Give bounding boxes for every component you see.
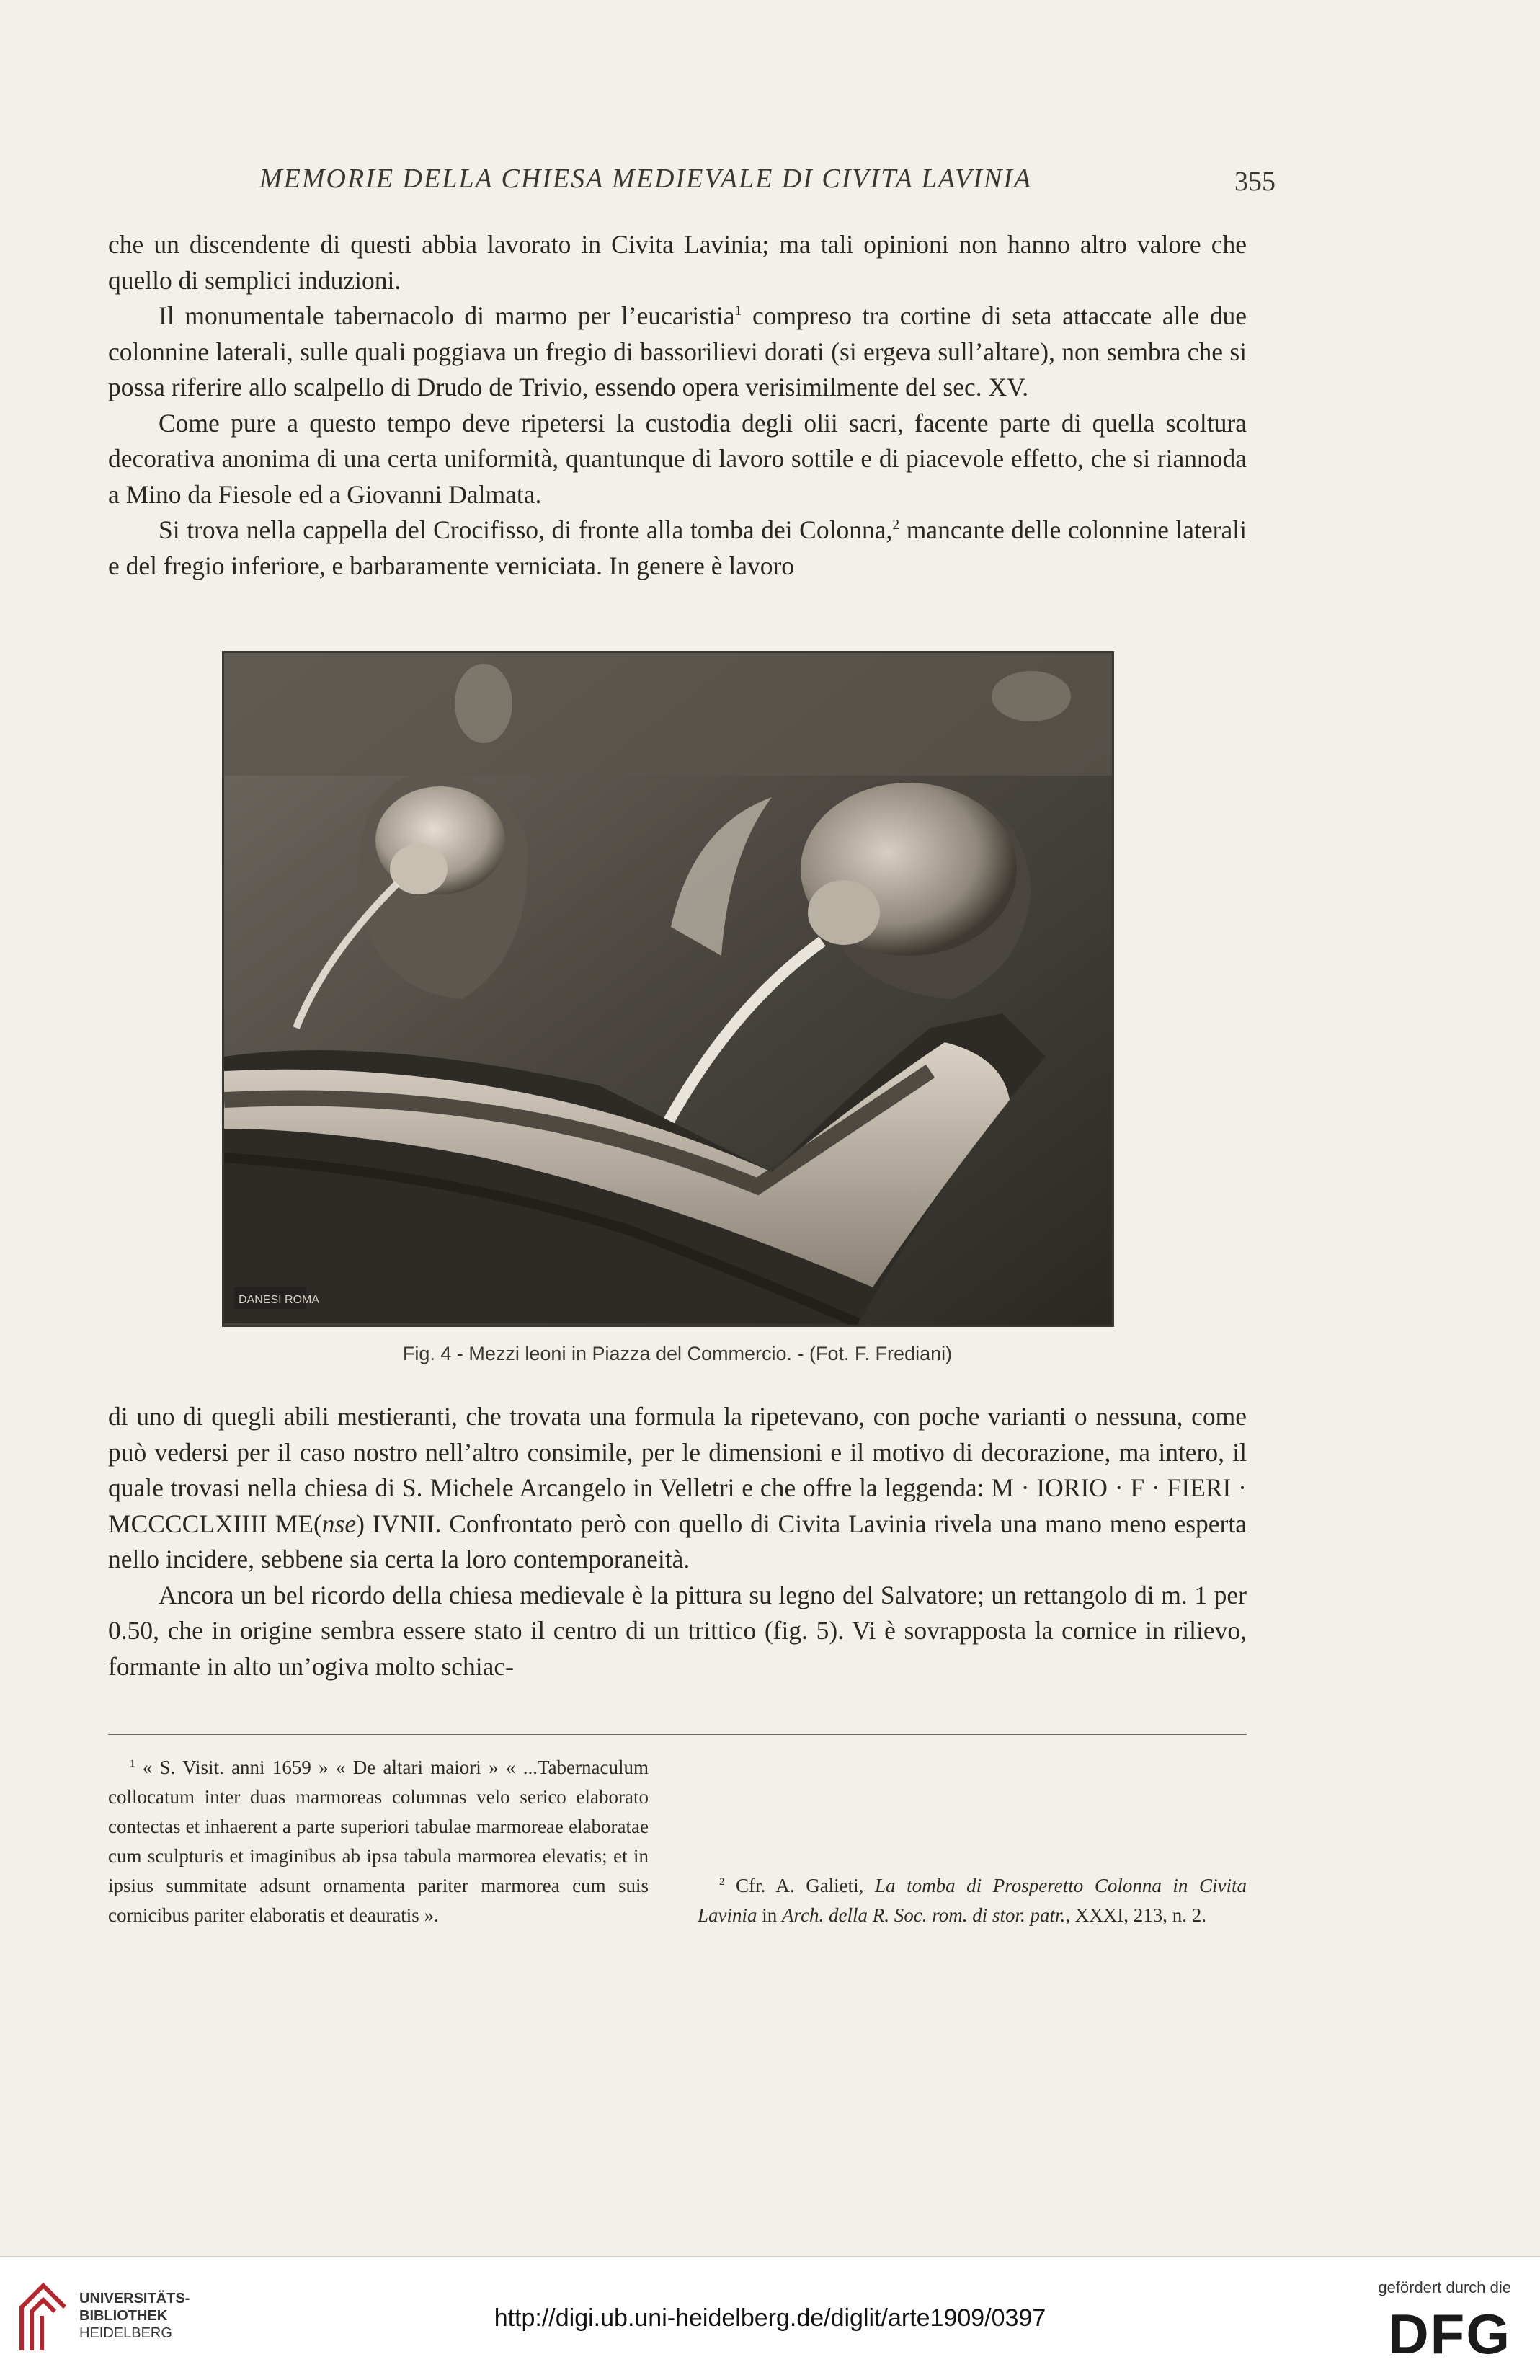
page-number: 355 bbox=[1234, 166, 1276, 197]
paragraph-3: Come pure a questo tempo deve ripetersi la custodia degli olii sacri, facente parte di quella scoltura decorativa anonima di una certa uniformità, quantunque di lavoro sottile e di piacevole effetto, che si riannoda a Mino da Fiesole ed a Giovanni Dalmata. bbox=[108, 408, 1247, 509]
footnote-2-journal: Arch. della R. Soc. rom. di stor. patr. bbox=[782, 1904, 1066, 1926]
page-header bbox=[108, 163, 1276, 206]
body-text-bottom bbox=[108, 1399, 1247, 1684]
permalink-url[interactable]: http://digi.ub.uni-heidelberg.de/diglit/arte1909/0397 bbox=[494, 2304, 1046, 2332]
body-text-top bbox=[108, 227, 1247, 584]
footnote-ref-2[interactable]: 2 bbox=[892, 518, 900, 533]
footnote-2-mark: 2 bbox=[719, 1876, 725, 1888]
footnote-1 bbox=[108, 1753, 649, 1930]
footnote-2-cfr: Cfr. A. Galieti, bbox=[736, 1875, 875, 1896]
library-name-line-3: HEIDELBERG bbox=[79, 2325, 172, 2341]
figure-photo bbox=[222, 651, 1114, 1327]
footnote-2 bbox=[698, 1871, 1247, 1930]
dfg-logo[interactable]: DFG bbox=[1388, 2302, 1511, 2366]
footnote-ref-1[interactable]: 1 bbox=[734, 303, 742, 319]
figure-caption: Fig. 4 - Mezzi leoni in Piazza del Commercio. - (Fot. F. Frediani) bbox=[402, 1343, 953, 1364]
paragraph-2 bbox=[108, 298, 1247, 406]
library-name-line-1: UNIVERSITÄTS- bbox=[79, 2291, 190, 2306]
paragraph-4 bbox=[108, 512, 1247, 584]
footnote-2-in: in bbox=[757, 1904, 783, 1926]
footnote-2-title: La tomba di Prosperetto Colonna in Civita Lavinia bbox=[698, 1875, 1247, 1926]
footnote-1-text: « S. Visit. anni 1659 » « De altari maiori » « ...Tabernaculum collocatum inter duas marmoreas columnas velo serico elaborato contectas et inhaerent a parte superiori tabulae marmoreae elaboratae cum sculpturis et imaginibus ab ipsa tabula marmorea elevatis; et in ipsius summitate adsunt ornamenta pariter marmorea cum suis cornicibus pariter elaboratis et deauratis ». bbox=[108, 1757, 649, 1926]
running-title: MEMORIE DELLA CHIESA MEDIEVALE DI CIVITA LAVINIA bbox=[259, 164, 1033, 194]
sponsor-label: gefördert durch die bbox=[1378, 2278, 1511, 2296]
paragraph-2-text: Il monumentale tabernacolo di marmo per l’eucaristia bbox=[159, 301, 735, 330]
paragraph-5-italic: nse bbox=[321, 1509, 357, 1538]
paragraph-4-text: Si trova nella cappella del Crocifisso, di fronte alla tomba dei Colonna, bbox=[159, 515, 893, 544]
digitization-footer bbox=[0, 2256, 1540, 2380]
paragraph-4-text-cont: mancante delle colonnine laterali e del fregio inferiore, e barbaramente verniciata. In genere è lavoro bbox=[108, 515, 1247, 580]
paragraph-5-text-cont: ) IVNII. Confrontato però con quello di Civita Lavinia rivela una mano meno esperta nello incidere, sebbene sia certa la loro contemporaneità. bbox=[108, 1509, 1247, 1573]
paragraph-1: che un discendente di questi abbia lavorato in Civita Lavinia; ma tali opinioni non hanno altro valore che quello di semplici induzioni. bbox=[108, 230, 1247, 295]
paragraph-5-text: di uno di quegli abili mestieranti, che trovata una formula la ripetevano, con poche varianti o nessuna, come può vedersi per il caso nostro nell’altro consimile, per le dimensioni e il motivo di decorazione, ma intero, il quale trovasi nella chiesa di S. Michele Arcangelo in Velletri e che offre la leggenda: M · IORIO · F · FIERI · MCCCCLXIIII ME( bbox=[108, 1402, 1247, 1538]
library-name-line-2: BIBLIOTHEK bbox=[79, 2308, 168, 2324]
footnote-1-mark: 1 bbox=[130, 1758, 135, 1770]
photo-credit: DANESI ROMA bbox=[239, 1294, 320, 1306]
paragraph-6: Ancora un bel ricordo della chiesa medievale è la pittura su legno del Salvatore; un rettangolo di m. 1 per 0.50, che in origine sembra essere stato il centro di un trittico (fig. 5). Vi è sovrapposta la cornice in rilievo, formante in alto un’ogiva molto schiac- bbox=[108, 1580, 1247, 1681]
paragraph-5 bbox=[108, 1399, 1247, 1578]
fountain-lion-heads-photo bbox=[224, 653, 1112, 1325]
footnote-2-end: , XXXI, 213, n. 2. bbox=[1065, 1904, 1207, 1926]
paragraph-2-text-cont: compreso tra cortine di seta attaccate alle due colonnine laterali, sulle quali poggiava un fregio di bassorilievi dorati (si ergeva sull’altare), non sembra che si possa riferire allo scalpello di Drudo de Trivio, essendo opera verisimilmente del sec. XV. bbox=[108, 301, 1247, 401]
footnote-divider bbox=[108, 1734, 1247, 1735]
